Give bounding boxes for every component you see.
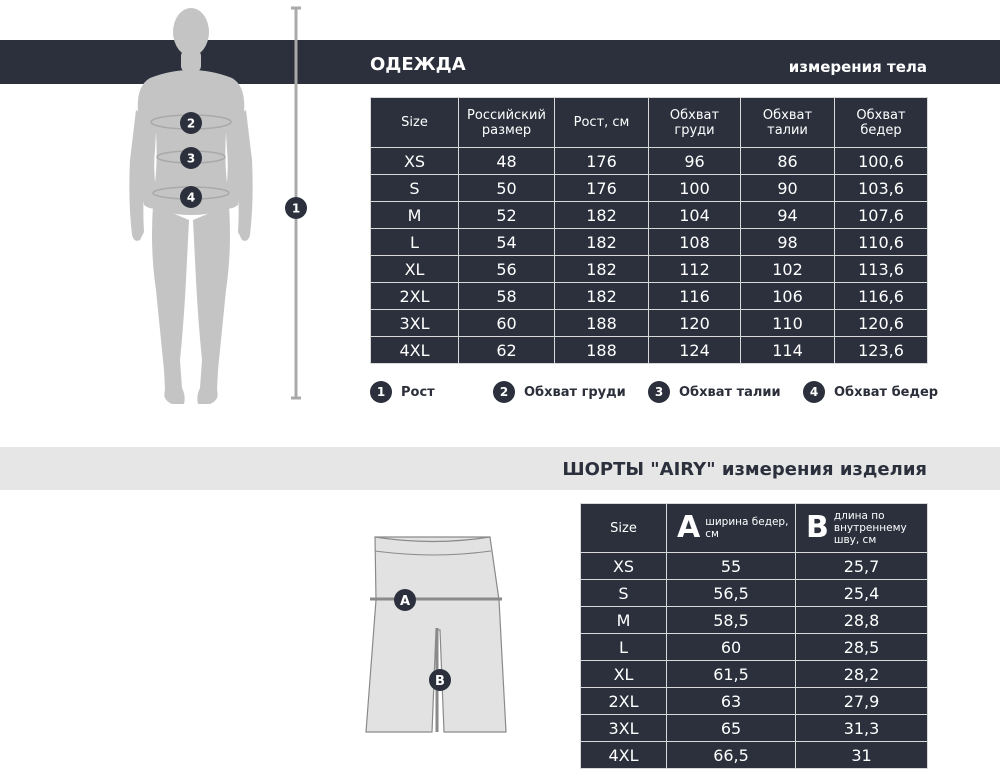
table-cell: 58,5 — [667, 607, 796, 634]
legend-item-height — [370, 380, 435, 404]
table-row — [371, 202, 928, 229]
table-cell: 2XL — [581, 688, 667, 715]
table-row — [581, 715, 928, 742]
marker-4 — [180, 186, 202, 208]
table-row — [581, 580, 928, 607]
col-header-size: Size — [371, 98, 459, 148]
table-cell: 124 — [649, 337, 741, 364]
table-cell: 31 — [796, 742, 928, 769]
table-cell: 54 — [459, 229, 555, 256]
marker-a — [394, 589, 416, 611]
table-cell: 96 — [649, 148, 741, 175]
table-cell: 61,5 — [667, 661, 796, 688]
col-header-size: Size — [581, 504, 667, 553]
table-cell: 120 — [649, 310, 741, 337]
col-header-height: Рост, см — [555, 98, 649, 148]
table-cell: 110 — [741, 310, 835, 337]
table-cell: S — [371, 175, 459, 202]
table-cell: 50 — [459, 175, 555, 202]
table-cell: 100,6 — [835, 148, 928, 175]
table-cell: 28,2 — [796, 661, 928, 688]
inseam-label: длина по внутреннему шву, см — [833, 510, 907, 546]
legend-badge: 2 — [493, 381, 515, 403]
letter-b: B — [806, 510, 829, 545]
table-cell: 48 — [459, 148, 555, 175]
table-cell: 188 — [555, 337, 649, 364]
table-cell: 55 — [667, 553, 796, 580]
marker-3 — [180, 147, 202, 169]
legend-label: Обхват талии — [679, 384, 781, 400]
table-cell: 3XL — [371, 310, 459, 337]
table-cell: 108 — [649, 229, 741, 256]
table-cell: 56 — [459, 256, 555, 283]
letter-a: A — [677, 510, 701, 545]
table-cell: 86 — [741, 148, 835, 175]
shorts-header-row — [581, 504, 928, 553]
table-cell: 58 — [459, 283, 555, 310]
table-row — [581, 553, 928, 580]
table-cell: 116,6 — [835, 283, 928, 310]
col-header-hip-width — [667, 504, 796, 553]
table-cell: 182 — [555, 256, 649, 283]
table-cell: 2XL — [371, 283, 459, 310]
table-cell: 103,6 — [835, 175, 928, 202]
col-header-chest: Обхват груди — [649, 98, 741, 148]
table-cell: 56,5 — [667, 580, 796, 607]
svg-text:B: B — [435, 674, 445, 689]
hip-width-label: ширина бедер, см — [705, 516, 789, 540]
table-cell: 52 — [459, 202, 555, 229]
svg-text:4: 4 — [186, 190, 196, 205]
table-cell: 94 — [741, 202, 835, 229]
table-cell: 114 — [741, 337, 835, 364]
table-cell: 90 — [741, 175, 835, 202]
table-row — [371, 283, 928, 310]
table-row — [581, 742, 928, 769]
table-row — [581, 634, 928, 661]
col-header-waist: Обхват талии — [741, 98, 835, 148]
table-cell: M — [371, 202, 459, 229]
marker-2 — [180, 112, 202, 134]
table-cell: 98 — [741, 229, 835, 256]
table-cell: 62 — [459, 337, 555, 364]
legend-badge: 3 — [648, 381, 670, 403]
clothing-title: ОДЕЖДА — [370, 54, 466, 75]
svg-text:1: 1 — [291, 201, 301, 216]
table-cell: 110,6 — [835, 229, 928, 256]
table-row — [581, 688, 928, 715]
marker-b — [429, 669, 451, 691]
table-cell: 176 — [555, 148, 649, 175]
table-cell: 63 — [667, 688, 796, 715]
table-row — [371, 148, 928, 175]
table-row — [581, 607, 928, 634]
legend-item-chest — [493, 380, 626, 404]
table-cell: 28,5 — [796, 634, 928, 661]
col-header-inseam — [796, 504, 928, 553]
table-cell: 182 — [555, 202, 649, 229]
table-cell: 4XL — [581, 742, 667, 769]
table-row — [371, 256, 928, 283]
table-cell: 100 — [649, 175, 741, 202]
table-cell: XS — [371, 148, 459, 175]
legend-item-waist — [648, 380, 781, 404]
table-cell: 27,9 — [796, 688, 928, 715]
legend-label: Обхват бедер — [834, 384, 939, 400]
col-header-hips: Обхват бедер — [835, 98, 928, 148]
table-cell: XL — [581, 661, 667, 688]
table-cell: L — [371, 229, 459, 256]
marker-1 — [285, 197, 307, 219]
table-cell: 60 — [667, 634, 796, 661]
table-cell: 104 — [649, 202, 741, 229]
table-cell: 65 — [667, 715, 796, 742]
table-cell: M — [581, 607, 667, 634]
legend-badge: 4 — [803, 381, 825, 403]
table-cell: 123,6 — [835, 337, 928, 364]
legend-badge: 1 — [370, 381, 392, 403]
shorts-size-table — [580, 503, 928, 769]
table-row — [371, 337, 928, 364]
table-cell: 188 — [555, 310, 649, 337]
legend-label: Обхват груди — [524, 384, 626, 400]
table-cell: XL — [371, 256, 459, 283]
table-cell: 120,6 — [835, 310, 928, 337]
table-cell: L — [581, 634, 667, 661]
col-header-russian-size: Российский размер — [459, 98, 555, 148]
table-cell: 106 — [741, 283, 835, 310]
svg-text:2: 2 — [186, 116, 196, 131]
legend-item-hips — [803, 380, 938, 404]
table-cell: 107,6 — [835, 202, 928, 229]
svg-text:3: 3 — [186, 151, 196, 166]
table-row — [371, 175, 928, 202]
table-cell: 66,5 — [667, 742, 796, 769]
table-row — [371, 310, 928, 337]
table-cell: 113,6 — [835, 256, 928, 283]
legend-label: Рост — [401, 384, 435, 400]
table-row — [371, 229, 928, 256]
table-row — [581, 661, 928, 688]
table-cell: 3XL — [581, 715, 667, 742]
shorts-silhouette-figure — [360, 525, 510, 750]
table-cell: 182 — [555, 283, 649, 310]
table-cell: 60 — [459, 310, 555, 337]
table-cell: XS — [581, 553, 667, 580]
table-cell: 31,3 — [796, 715, 928, 742]
table-cell: 116 — [649, 283, 741, 310]
table-cell: 28,8 — [796, 607, 928, 634]
body-silhouette-figure — [110, 0, 330, 420]
table-cell: 102 — [741, 256, 835, 283]
clothing-header-row — [371, 98, 928, 148]
table-cell: 4XL — [371, 337, 459, 364]
table-cell: 25,7 — [796, 553, 928, 580]
table-cell: 182 — [555, 229, 649, 256]
table-cell: S — [581, 580, 667, 607]
svg-text:A: A — [399, 594, 411, 609]
table-cell: 25,4 — [796, 580, 928, 607]
clothing-size-table — [370, 97, 928, 364]
table-cell: 112 — [649, 256, 741, 283]
table-cell: 176 — [555, 175, 649, 202]
shorts-title: ШОРТЫ "AIRY" измерения изделия — [562, 459, 927, 480]
clothing-subtitle: измерения тела — [788, 58, 927, 76]
